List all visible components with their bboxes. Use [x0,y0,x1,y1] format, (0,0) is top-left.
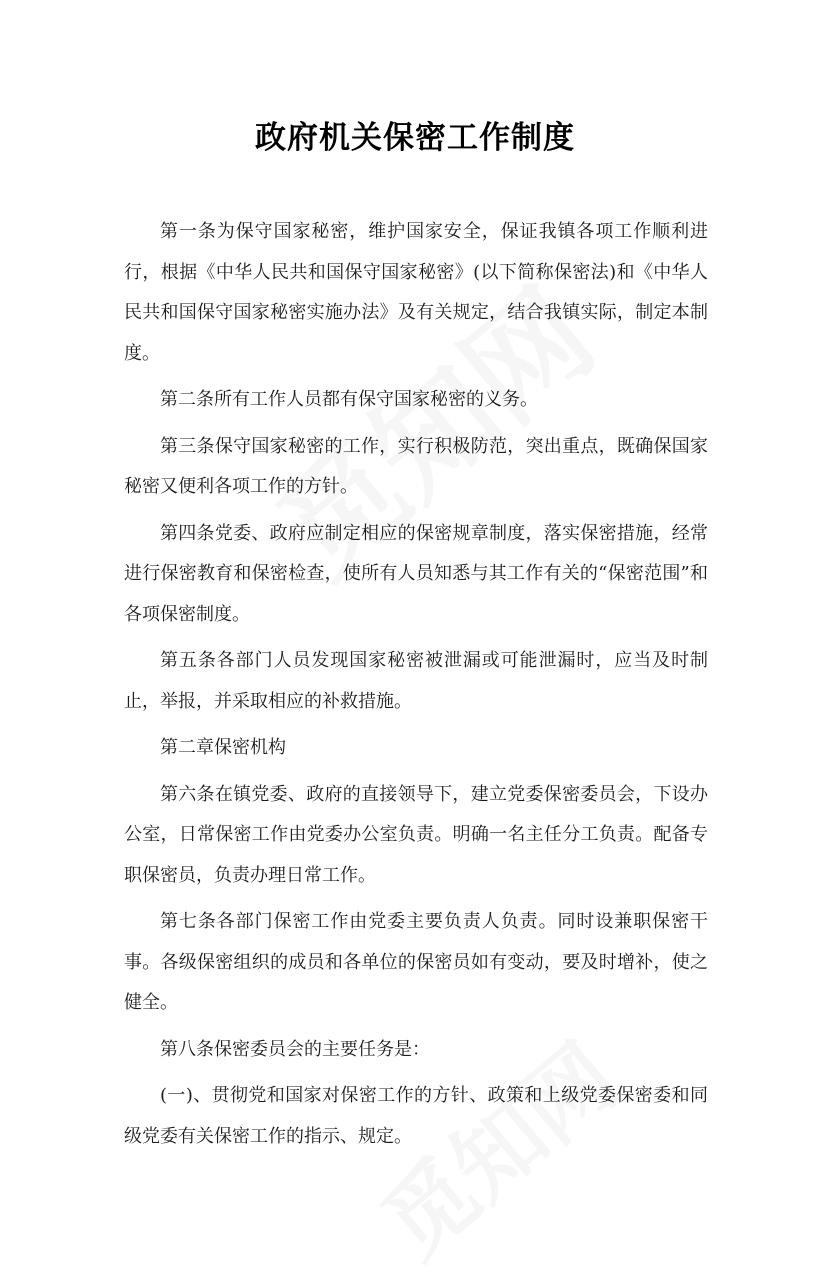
paragraph-article-1: 第一条为保守国家秘密，维护国家安全，保证我镇各项工作顺利进行，根据《中华人民共和国保守国家秘密》(以下简称保密法)和《中华人民共和国保守国家秘密实施办法》及有关规定，结合我镇实际，制定本制度。 [124,221,708,364]
paragraph-item-1: (一)、贯彻党和国家对保密工作的方针、政策和上级党委保密委和同级党委有关保密工作的指示、规定。 [124,1085,708,1147]
paragraph-article-5: 第五条各部门人员发现国家秘密被泄漏或可能泄漏时，应当及时制止，举报，并采取相应的补救措施。 [124,650,708,712]
paragraph-article-3: 第三条保守国家秘密的工作，实行积极防范，突出重点，既确保国家秘密又便利各项工作的方针。 [124,435,708,497]
paragraph-article-7: 第七条各部门保密工作由党委主要负责人负责。同时设兼职保密干事。各级保密组织的成员和各单位的保密员如有变动，要及时增补，使之健全。 [124,911,708,1013]
chapter-heading: 第二章保密机构 [160,737,286,758]
paragraph-article-2: 第二条所有工作人员都有保守国家秘密的义务。 [160,389,538,410]
paragraph-article-4: 第四条党委、政府应制定相应的保密规章制度，落实保密措施，经常进行保密教育和保密检查，使所有人员知悉与其工作有关的“保密范围”和各项保密制度。 [124,522,708,625]
paragraph-article-8: 第八条保密委员会的主要任务是： [160,1038,430,1060]
document-body [124,212,708,1163]
document-title: 政府机关保密工作制度 [255,120,575,156]
paragraph-article-6: 第六条在镇党委、政府的直接领导下，建立党委保密委员会，下设办公室，日常保密工作由党委办公室负责。明确一名主任分工负责。配备专职保密员，负责办理日常工作。 [124,783,708,886]
